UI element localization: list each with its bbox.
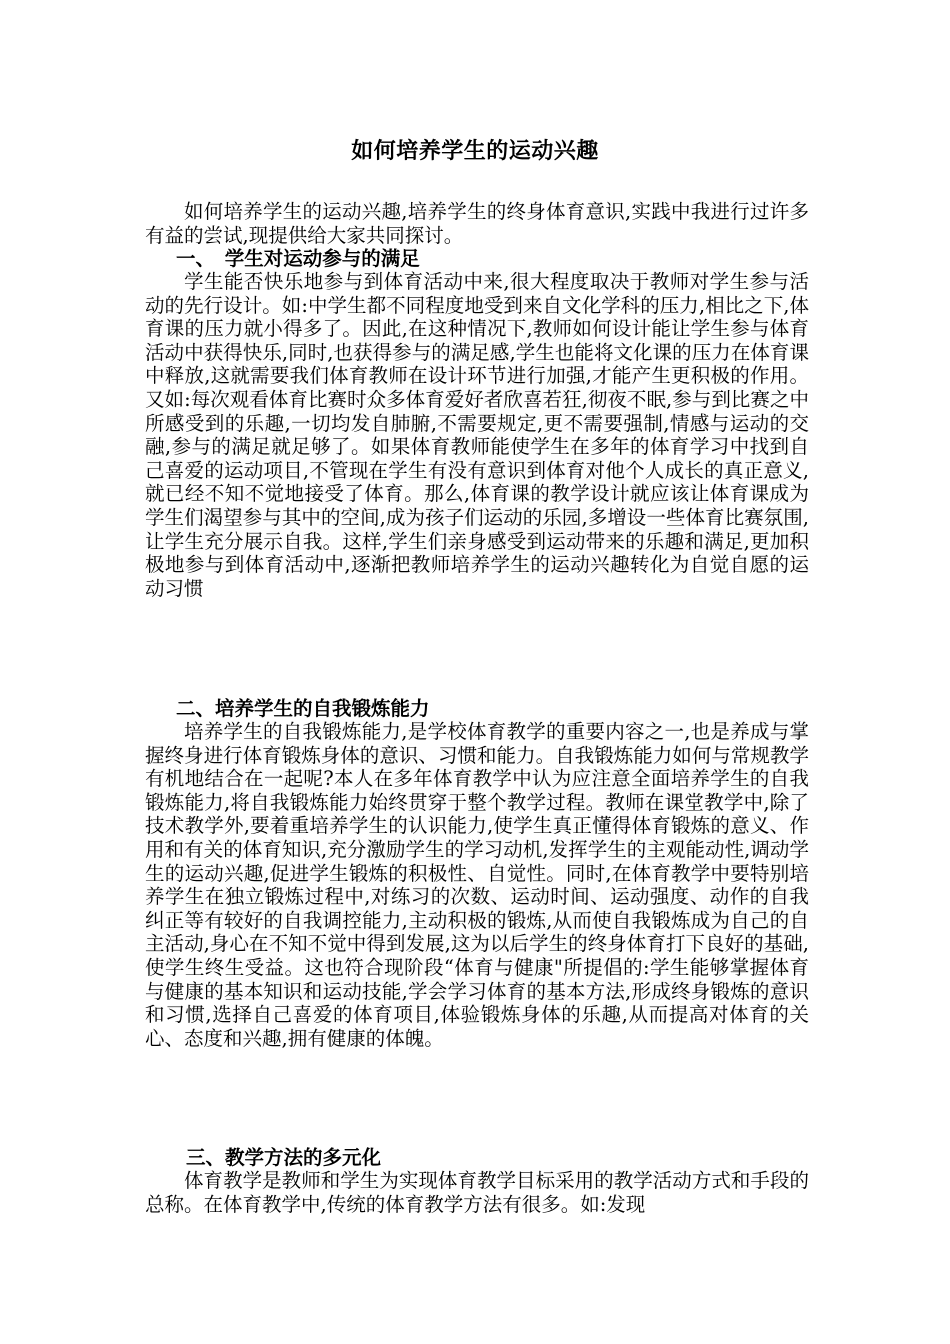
intro-paragraph: 如何培养学生的运动兴趣,培养学生的终身体育意识,实践中我进行过许多有益的尝试,现提供给大家共同探讨。 bbox=[145, 200, 809, 247]
section-2-paragraph: 培养学生的自我锻炼能力,是学校体育教学的重要内容之一,也是养成与掌握终身进行体育锻炼身体的意识、习惯和能力。自我锻炼能力如何与常规教学有机地结合在一起呢?本人在多年体育教学中认为应注意全面培养学生的自我锻炼能力,将自我锻炼能力始终贯穿于整个教学过程。教师在课堂教学中,除了技术教学外,要着重培养学生的认识能力,使学生真正懂得体育锻炼的意义、作用和有关的体育知识,充分激励学生的学习动机,发挥学生的主观能动性,调动学生的运动兴趣,促进学生锻炼的积极性、自觉性。同时,在体育教学中要特别培养学生在独立锻炼过程中,对练习的次数、运动时间、运动强度、动作的自我纠正等有较好的自我调控能力,主动积极的锻炼,从而使自我锻炼成为自己的自主活动,身心在不知不觉中得到发展,这为以后学生的终身体育打下良好的基础,使学生终生受益。这也符合现阶段“体育与健康"所提倡的:学生能够掌握体育与健康的基本知识和运动技能,学会学习体育的基本方法,形成终身锻炼的意识和习惯,选择自己喜爱的体育项目,体验锻炼身体的乐趣,从而提高对体育的关心、态度和兴趣,拥有健康的体魄。 bbox=[145, 720, 809, 1050]
section-1-paragraph: 学生能否快乐地参与到体育活动中来,很大程度取决于教师对学生参与活动的先行设计。如:中学生都不同程度地受到来自文化学科的压力,相比之下,体育课的压力就小得多了。因此,在这种情况下,教师如何设计能让学生参与体育活动中获得快乐,同时,也获得参与的满足感,学生也能将文化课的压力在体育课中释放,这就需要我们体育教师在设计环节进行加强,才能产生更积极的作用。又如:每次观看体育比赛时众多体育爱好者欣喜若狂,彻夜不眠,参与到比赛之中所感受到的乐趣,一切均发自肺腑,不需要规定,更不需要强制,情感与运动的交融,参与的满足就足够了。如果体育教师能使学生在多年的体育学习中找到自己喜爱的运动项目,不管现在学生有没有意识到体育对他个人成长的真正意义,就已经不知不觉地接受了体育。那么,体育课的教学设计就应该让体育课成为学生们渴望参与其中的空间,成为孩子们运动的乐园,多增设一些体育比赛氛围,让学生充分展示自我。这样,学生们亲身感受到运动带来的乐趣和满足,更加积极地参与到体育活动中,逐渐把教师培养学生的运动兴趣转化为自觉自愿的运动习惯 bbox=[145, 270, 809, 600]
document-title: 如何培养学生的运动兴趣 bbox=[351, 139, 599, 164]
section-3-paragraph: 体育教学是教师和学生为实现体育教学目标采用的教学活动方式和手段的总称。在体育教学中,传统的体育教学方法有很多。如:发现 bbox=[145, 1169, 809, 1216]
section-3-heading: 三、教学方法的多元化 bbox=[186, 1146, 382, 1169]
section-1-heading: 一、 学生对运动参与的满足 bbox=[176, 247, 420, 270]
section-2-heading: 二、培养学生的自我锻炼能力 bbox=[176, 697, 430, 720]
